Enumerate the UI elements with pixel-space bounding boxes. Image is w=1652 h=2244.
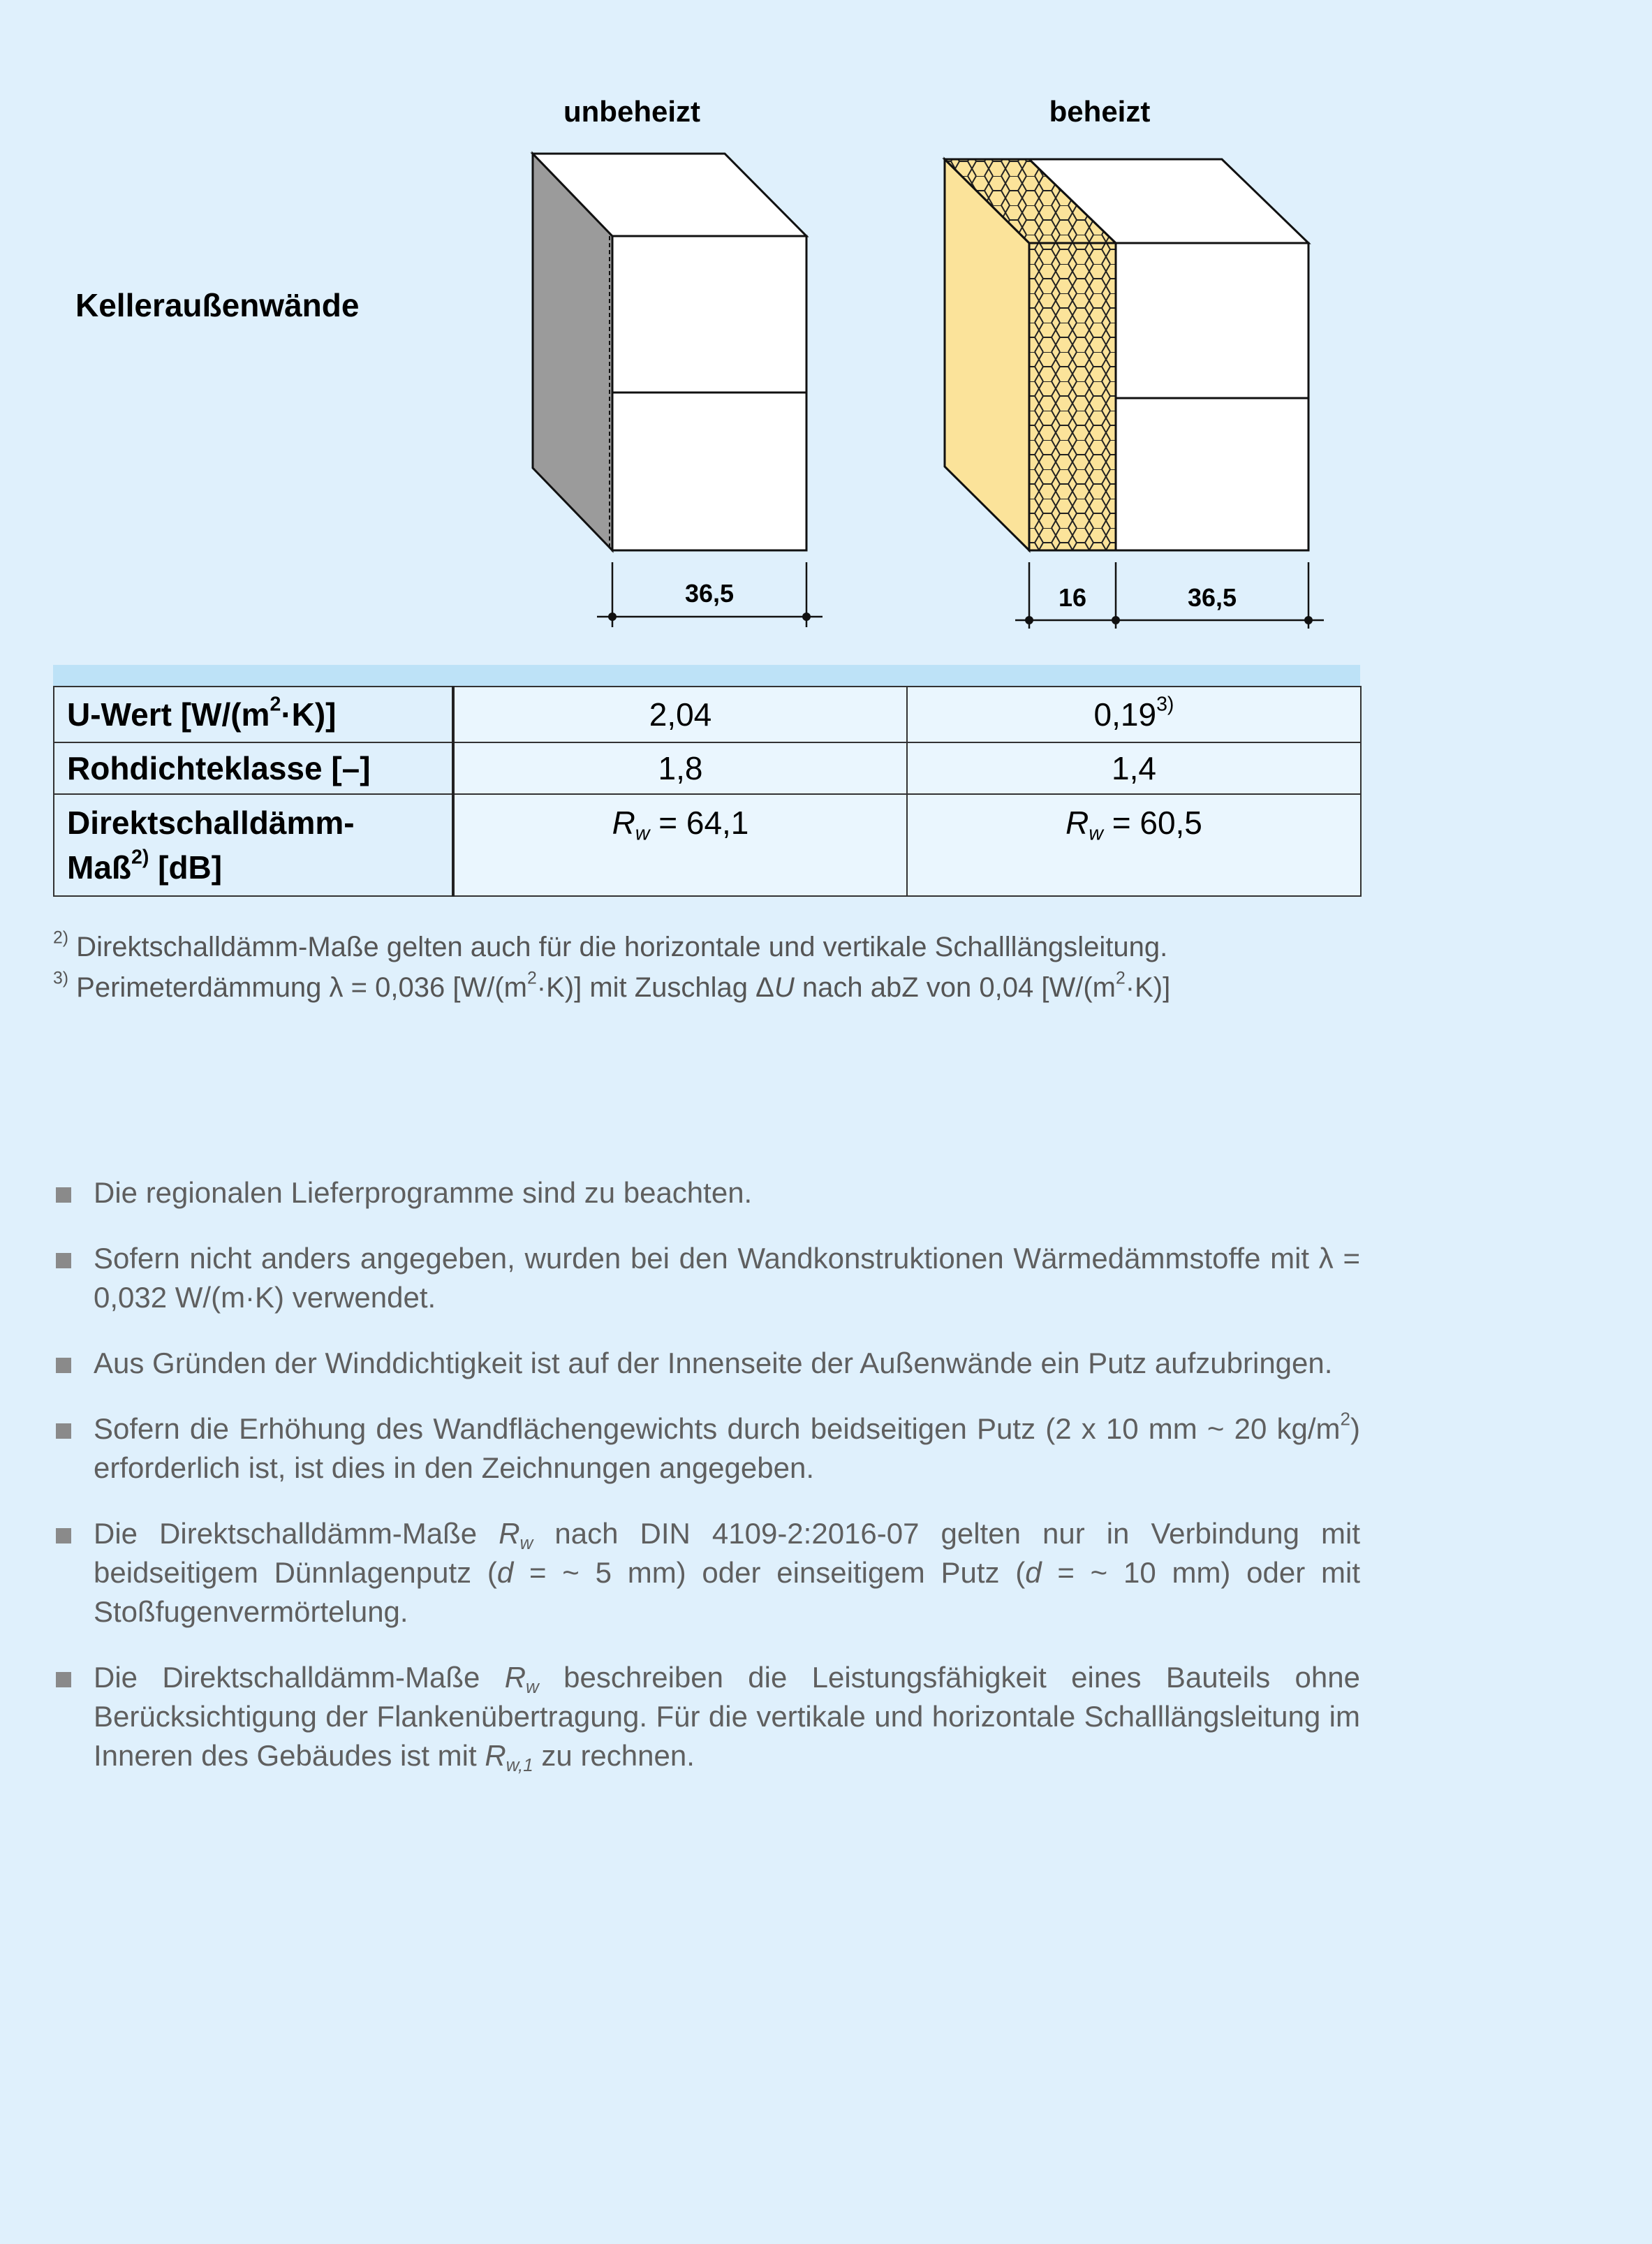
properties-table (53, 686, 1362, 897)
density-unheated: 1,8 (453, 742, 907, 794)
footnote-3: $^{3)}$ Perimeterdämmung λ = 0,036 $[W/(m^2\cdot K)]$ mit Zuschlag ΔU nach abZ von 0,04 $[W/(m^2\cdot K)]$ (53, 969, 1171, 1003)
label-u-value: U-Wert $[W/(m^2\cdot K)]$ (54, 687, 453, 742)
bullet-square-icon (56, 1672, 71, 1687)
bullet-square-icon (56, 1423, 71, 1439)
sound-heated: $R_w = 60,5$ (907, 794, 1361, 896)
bullet-square-icon (56, 1253, 71, 1268)
list-item: Die Direktschalldämm-Maße $R_w$ nach DIN 4109-2:2016-07 gelten nur in Verbindung mit beidseitigem Dünnlagenputz (d = ~ 5 mm) oder einseitigem Putz (d = ~ 10 mm) oder mit Stoßfugenvermörtelung. (53, 1514, 1360, 1631)
u-value-unheated: 2,04 (453, 687, 907, 742)
notes-list (53, 1173, 1360, 1802)
column-heading-unheated: unbeheizt (563, 95, 700, 128)
sound-unheated: $R_w = 64,1$ (453, 794, 907, 896)
footnote-2: $^{2)}$ Direktschalldämm-Maße gelten auch für die horizontale und vertikale Schalllängsleitung. (53, 928, 1168, 962)
table-row-u-value (54, 687, 1361, 742)
density-heated: 1,4 (907, 742, 1361, 794)
dimension-label-unheated-wall: 36,5 (684, 579, 735, 608)
wall-unheated-drawing (533, 154, 806, 550)
list-item: Sofern die Erhöhung des Wandflächengewichts durch beidseitigen Putz (2 x 10 mm ~ 20 $kg/m^2$) erforderlich ist, ist dies in den Zeichnungen angegeben. (53, 1409, 1360, 1488)
bullet-square-icon (56, 1187, 71, 1203)
dimension-label-heated-insulation: 16 (1058, 583, 1087, 612)
dimension-label-heated-wall: 36,5 (1187, 583, 1237, 612)
bullet-square-icon (56, 1528, 71, 1543)
label-sound-insulation: Direktschalldämm- Maß$^{2)}$ [dB] (54, 794, 453, 896)
list-item: Die regionalen Lieferprogramme sind zu beachten. (53, 1173, 1360, 1212)
label-density-class: Rohdichteklasse [–] (54, 742, 453, 794)
u-value-heated: 0,19$^{3)}$ (907, 687, 1361, 742)
table-row-density-class (54, 742, 1361, 794)
bullet-square-icon (56, 1358, 71, 1373)
column-heading-heated: beheizt (1049, 95, 1151, 128)
wall-section-drawings (0, 0, 1652, 670)
row-label-basement-walls: Kelleraußenwände (75, 287, 360, 323)
table-row-sound-insulation (54, 794, 1361, 896)
list-item: Die Direktschalldämm-Maße $R_w$ beschreiben die Leistungsfähigkeit eines Bauteils ohne Berücksichtigung der Flankenübertragung. Für die vertikale und horizontale Schalllängsleitung im Inneren des Gebäudes ist mit $R_{w,1}$ zu rechnen. (53, 1658, 1360, 1775)
list-item: Aus Gründen der Winddichtigkeit ist auf der Innenseite der Außenwände ein Putz aufzubringen. (53, 1344, 1360, 1383)
list-item: Sofern nicht anders angegeben, wurden bei den Wandkonstruktionen Wärmedämmstoffe mit λ = 0,032 W/(m·K) verwendet. (53, 1239, 1360, 1317)
wall-heated-drawing (945, 159, 1308, 550)
table-header-bar (53, 665, 1360, 686)
